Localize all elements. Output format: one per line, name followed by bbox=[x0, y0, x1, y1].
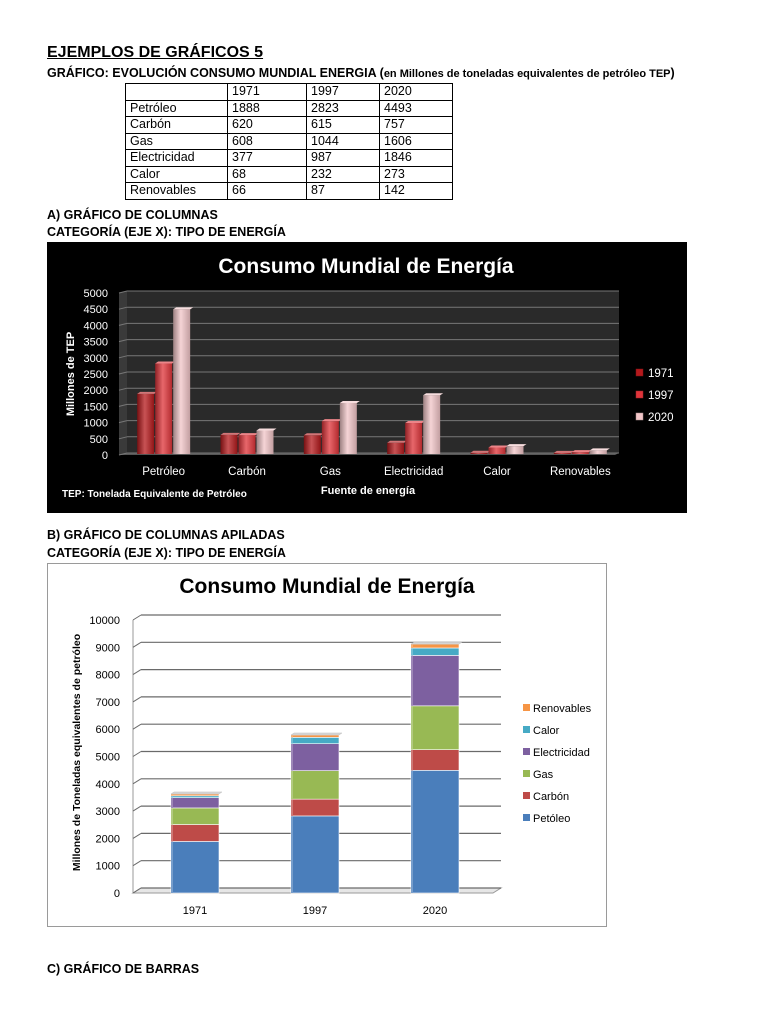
y-tick-label: 0 bbox=[113, 888, 120, 900]
y-tick-label: 10000 bbox=[89, 615, 120, 627]
bar-top bbox=[322, 419, 342, 421]
bar-top bbox=[304, 433, 324, 435]
table-cell bbox=[126, 84, 228, 101]
bar-segment-edge bbox=[171, 794, 173, 796]
bar bbox=[572, 452, 589, 454]
y-tick-label: 1500 bbox=[83, 401, 108, 414]
table-cell: Carbón bbox=[126, 117, 228, 134]
table-cell: Renovables bbox=[126, 183, 228, 200]
table-cell: Gas bbox=[126, 133, 228, 150]
section-a-category: CATEGORÍA (EJE X): TIPO DE ENERGÍA bbox=[47, 225, 286, 239]
legend-label: Renovables bbox=[533, 703, 592, 715]
table-cell: 2020 bbox=[380, 84, 453, 101]
legend-swatch bbox=[636, 413, 643, 420]
bar bbox=[405, 423, 422, 454]
y-tick-label: 1000 bbox=[83, 417, 108, 430]
bar bbox=[590, 450, 607, 454]
bar-segment-edge bbox=[411, 706, 413, 750]
y-tick-label: 0 bbox=[101, 450, 108, 462]
bar-top bbox=[171, 792, 222, 794]
bar bbox=[554, 453, 571, 454]
legend-label: Electricidad bbox=[533, 747, 590, 759]
bar-segment-edge bbox=[291, 799, 293, 816]
section-b-category: CATEGORÍA (EJE X): TIPO DE ENERGÍA bbox=[47, 546, 286, 560]
legend-swatch bbox=[636, 369, 643, 376]
table-row bbox=[126, 100, 453, 117]
bar-top bbox=[590, 448, 610, 450]
legend-label: Petóleo bbox=[533, 813, 571, 825]
chart-subject-heading bbox=[47, 66, 675, 80]
y-tick-label: 7000 bbox=[95, 696, 120, 709]
table-cell: 273 bbox=[380, 166, 453, 183]
bar-segment-edge bbox=[171, 841, 173, 893]
bar-segment bbox=[171, 798, 219, 808]
table-cell: 987 bbox=[307, 150, 380, 167]
bar bbox=[489, 447, 506, 454]
bar-top bbox=[137, 392, 157, 394]
subheading-units: en Millones de toneladas equivalentes de petróleo TEP bbox=[383, 68, 671, 80]
bar bbox=[221, 435, 238, 454]
y-tick-label: 5000 bbox=[95, 751, 120, 764]
table-cell: 620 bbox=[228, 117, 307, 134]
table-cell: 2823 bbox=[307, 100, 380, 117]
bar bbox=[173, 309, 190, 454]
bar bbox=[507, 446, 524, 454]
y-tick-label: 2000 bbox=[83, 385, 108, 398]
table-cell: 142 bbox=[380, 183, 453, 200]
table-cell: Petróleo bbox=[126, 100, 228, 117]
x-tick-label: 1971 bbox=[182, 905, 208, 917]
y-tick-label: 5000 bbox=[83, 288, 108, 300]
bar-top bbox=[405, 421, 425, 423]
section-a-title: A) GRÁFICO DE COLUMNAS bbox=[47, 208, 218, 222]
table-cell: 1846 bbox=[380, 150, 453, 167]
table-row bbox=[126, 150, 453, 167]
table-cell: Electricidad bbox=[126, 150, 228, 167]
table-cell: 1044 bbox=[307, 133, 380, 150]
y-tick-label: 4000 bbox=[83, 320, 108, 333]
legend-label: 2020 bbox=[648, 412, 674, 424]
x-tick-label: Calor bbox=[483, 466, 511, 478]
table-cell: 1606 bbox=[380, 133, 453, 150]
column-chart bbox=[47, 242, 687, 513]
bar-segment-edge bbox=[411, 644, 413, 648]
x-tick-label: Gas bbox=[319, 466, 341, 478]
table-row bbox=[126, 133, 453, 150]
y-tick-label: 4500 bbox=[83, 304, 108, 317]
bar-segment-edge bbox=[171, 798, 173, 808]
y-tick-label: 500 bbox=[89, 433, 108, 446]
bar-segment-edge bbox=[411, 750, 413, 771]
bar-segment-edge bbox=[171, 825, 173, 842]
table-cell: 1997 bbox=[307, 84, 380, 101]
y-tick-label: 6000 bbox=[95, 724, 120, 737]
bar-top bbox=[173, 307, 193, 309]
bar bbox=[137, 394, 154, 454]
y-tick-label: 3000 bbox=[95, 806, 120, 819]
chart-note: TEP: Tonelada Equivalente de Petróleo bbox=[62, 489, 247, 500]
subheading-main: GRÁFICO: EVOLUCIÓN CONSUMO MUNDIAL ENERGIA ( bbox=[47, 66, 384, 80]
bar-segment bbox=[291, 744, 339, 771]
bar-top bbox=[554, 451, 574, 453]
y-tick-label: 3500 bbox=[83, 336, 108, 349]
legend-swatch bbox=[636, 391, 643, 398]
bar bbox=[423, 395, 440, 454]
bar-segment-edge bbox=[291, 744, 293, 771]
legend-swatch bbox=[523, 748, 530, 755]
table-cell: 66 bbox=[228, 183, 307, 200]
bar-top bbox=[221, 433, 241, 435]
legend-swatch bbox=[523, 792, 530, 799]
x-tick-label: 1997 bbox=[302, 905, 328, 917]
legend-swatch bbox=[523, 814, 530, 821]
y-tick-label: 3000 bbox=[83, 352, 108, 365]
bar-segment bbox=[411, 644, 459, 648]
x-tick-label: Renovables bbox=[549, 466, 611, 478]
page-title: EJEMPLOS DE GRÁFICOS 5 bbox=[47, 44, 264, 61]
y-tick-label: 8000 bbox=[95, 669, 120, 682]
y-axis-title: Millones de Toneladas equivalentes de petróleo bbox=[71, 633, 83, 872]
bar-segment-edge bbox=[171, 808, 173, 825]
bar-segment-edge bbox=[291, 771, 293, 800]
bar bbox=[340, 403, 357, 454]
bar-segment-edge bbox=[411, 655, 413, 705]
table-cell: 4493 bbox=[380, 100, 453, 117]
bar-top bbox=[387, 441, 407, 443]
bar-segment bbox=[171, 794, 219, 796]
bar-top bbox=[155, 362, 175, 364]
section-b-title: B) GRÁFICO DE COLUMNAS APILADAS bbox=[47, 528, 285, 542]
bar-segment-edge bbox=[291, 816, 293, 893]
bar-segment-edge bbox=[411, 648, 413, 655]
bar-segment bbox=[171, 841, 219, 893]
bar-top bbox=[411, 642, 462, 644]
y-tick-label: 1000 bbox=[95, 860, 120, 873]
table-cell: 608 bbox=[228, 133, 307, 150]
table-cell: 757 bbox=[380, 117, 453, 134]
chart-title: Consumo Mundial de Energía bbox=[179, 575, 475, 598]
table-cell: Calor bbox=[126, 166, 228, 183]
section-c-title: C) GRÁFICO DE BARRAS bbox=[47, 962, 200, 976]
bar-top bbox=[572, 450, 592, 452]
table-row bbox=[126, 166, 453, 183]
bar-segment bbox=[291, 771, 339, 800]
y-tick-label: 2500 bbox=[83, 369, 108, 381]
x-axis-title: Fuente de energía bbox=[320, 485, 416, 497]
legend-swatch bbox=[523, 770, 530, 777]
bar-segment bbox=[411, 750, 459, 771]
table-cell: 87 bbox=[307, 183, 380, 200]
bar-top bbox=[471, 451, 491, 453]
bar-segment bbox=[171, 808, 219, 825]
bar bbox=[155, 364, 172, 454]
legend-label: 1971 bbox=[648, 368, 674, 380]
y-tick-label: 2000 bbox=[95, 833, 120, 846]
bar bbox=[239, 435, 256, 454]
table-cell: 377 bbox=[228, 150, 307, 167]
stacked-column-chart bbox=[47, 563, 607, 927]
y-tick-label: 9000 bbox=[95, 642, 120, 655]
table-row bbox=[126, 183, 453, 200]
table-cell: 232 bbox=[307, 166, 380, 183]
bar-segment-edge bbox=[411, 770, 413, 893]
x-tick-label: Petróleo bbox=[142, 466, 186, 478]
bar-segment-edge bbox=[291, 737, 293, 743]
legend-swatch bbox=[523, 726, 530, 733]
bar bbox=[387, 443, 404, 454]
bar-top bbox=[489, 445, 509, 447]
bar-top bbox=[423, 393, 443, 395]
bar-segment bbox=[411, 706, 459, 750]
subheading-end: ) bbox=[670, 66, 675, 80]
table-cell: 1888 bbox=[228, 100, 307, 117]
y-axis-title: Millones de TEP bbox=[65, 331, 77, 417]
table-header-row bbox=[126, 84, 453, 101]
table-cell: 1971 bbox=[228, 84, 307, 101]
data-table bbox=[125, 83, 453, 200]
legend-label: Carbón bbox=[533, 791, 570, 803]
bar-segment bbox=[411, 655, 459, 705]
bar-segment bbox=[171, 825, 219, 842]
bar bbox=[471, 453, 488, 454]
bar-top bbox=[340, 401, 360, 403]
bar-segment bbox=[291, 737, 339, 743]
x-tick-label: Carbón bbox=[228, 466, 266, 478]
table-cell: 615 bbox=[307, 117, 380, 134]
x-tick-label: 2020 bbox=[422, 905, 448, 917]
bar-segment bbox=[411, 770, 459, 893]
bar-top bbox=[239, 433, 259, 435]
bar bbox=[257, 430, 274, 454]
bar-segment-edge bbox=[291, 735, 293, 737]
table-cell: 68 bbox=[228, 166, 307, 183]
bar-segment bbox=[411, 648, 459, 655]
table-row bbox=[126, 117, 453, 134]
bar-top bbox=[291, 733, 342, 735]
bar-segment bbox=[291, 799, 339, 816]
bar-segment bbox=[291, 816, 339, 893]
legend-label: Gas bbox=[533, 769, 554, 781]
y-tick-label: 4000 bbox=[95, 778, 120, 791]
legend-label: 1997 bbox=[648, 390, 674, 402]
bar-segment bbox=[291, 735, 339, 737]
x-tick-label: Electricidad bbox=[383, 466, 444, 478]
bar bbox=[322, 421, 339, 454]
legend-label: Calor bbox=[533, 725, 560, 737]
chart-title: Consumo Mundial de Energía bbox=[218, 255, 514, 278]
bar-top bbox=[257, 428, 277, 430]
legend-swatch bbox=[523, 704, 530, 711]
bar bbox=[304, 435, 321, 454]
bar-top bbox=[507, 444, 527, 446]
